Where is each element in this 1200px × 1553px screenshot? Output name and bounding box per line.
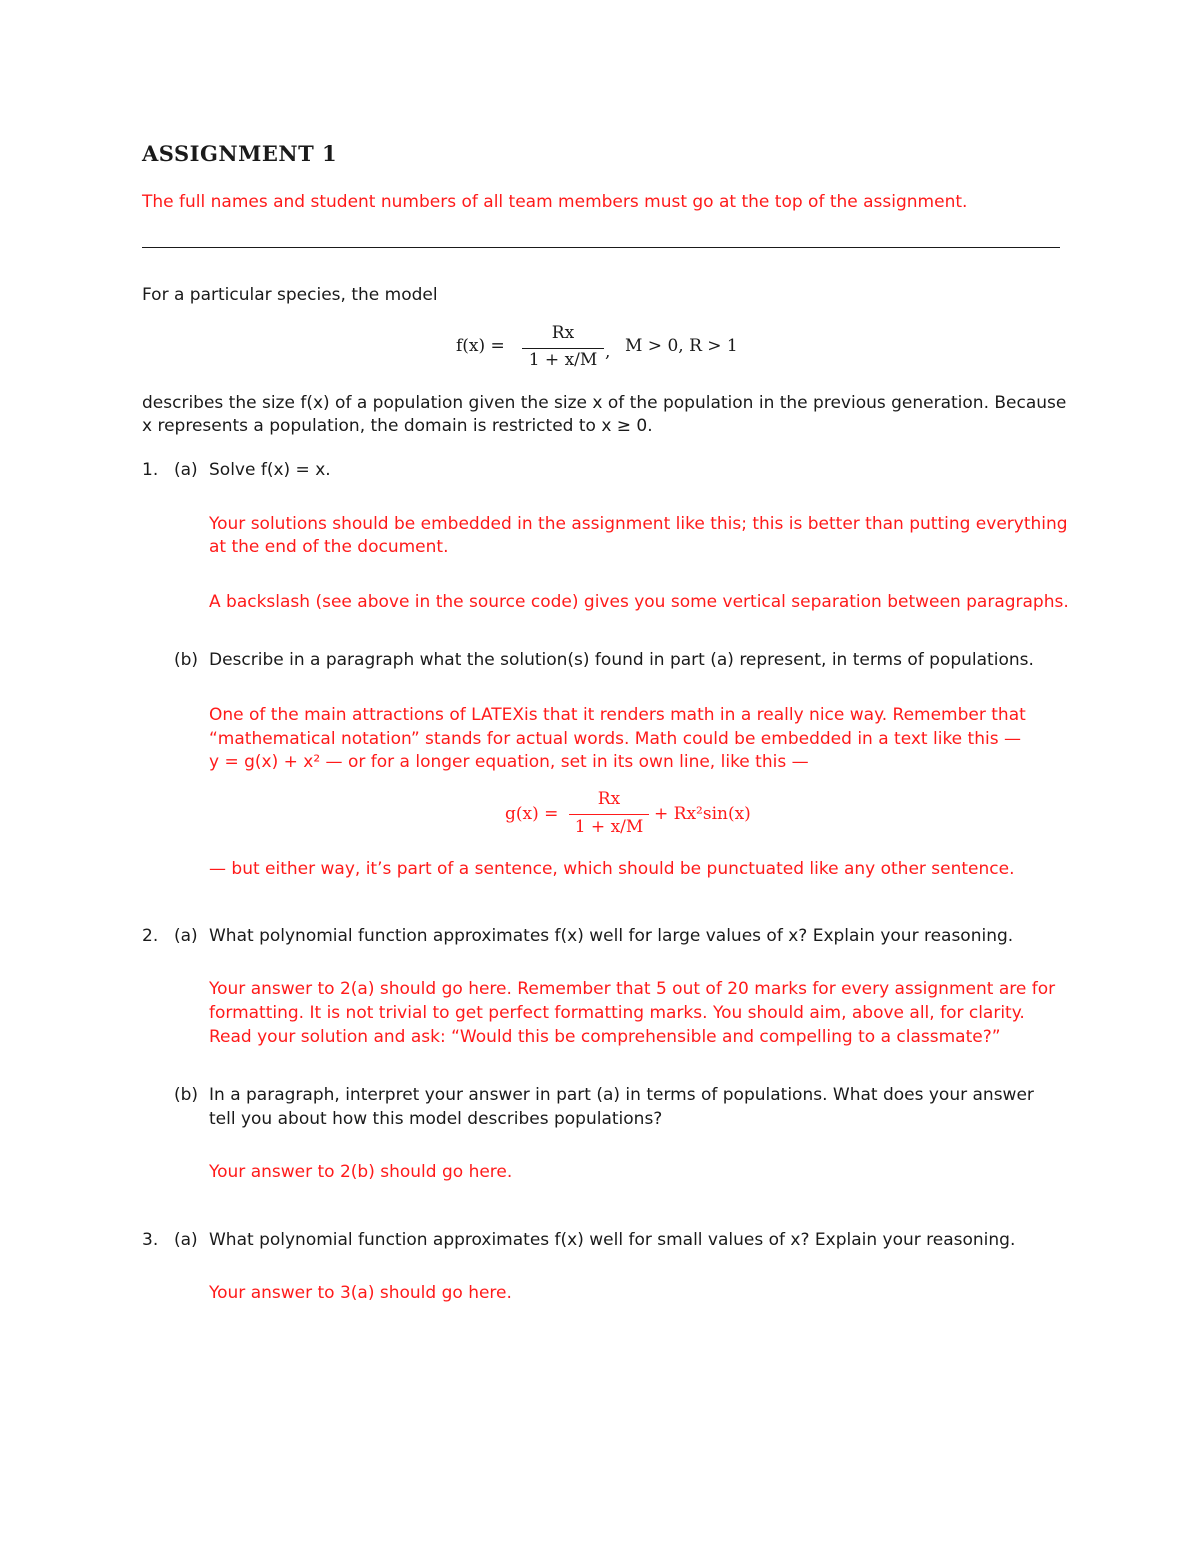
solution-line: Your answer to 3(a) should go here. [209,1283,512,1303]
equation-denominator: 1 + x/M [528,350,598,370]
part-label: (a) [174,926,198,946]
question-text: tell you about how this model describes populations? [209,1109,663,1129]
question-text: Describe in a paragraph what the solution(s) found in part (a) represent, in terms of populations. [209,650,1034,670]
equation-comma: , [605,342,611,362]
part-label: (b) [174,650,199,670]
page-title: ASSIGNMENT 1 [142,141,338,166]
solution-line: A backslash (see above in the source code) gives you some vertical separation between paragraphs. [209,592,1069,612]
equation-numerator: Rx [551,323,575,343]
fraction-bar [569,814,649,815]
solution-line: Your answer to 2(a) should go here. Remember that 5 out of 20 marks for every assignment are for [209,979,1056,999]
solution-line: — but either way, it’s part of a sentence, which should be punctuated like any other sentence. [209,859,1015,879]
equation-lhs: f(x) = [456,336,505,356]
solution-line: y = g(x) + x² — or for a longer equation, set in its own line, like this — [209,752,809,772]
solution-line: One of the main attractions of LATEXis that it renders math in a really nice way. Remember that [209,705,1026,725]
solution-line: at the end of the document. [209,537,449,557]
intro-description-line-1: describes the size f(x) of a population given the size x of the population in the previous generation. Because [142,393,1067,413]
question-text: In a paragraph, interpret your answer in part (a) in terms of populations. What does your answer [209,1085,1034,1105]
question-number: 1. [142,460,159,480]
solution-line: Your solutions should be embedded in the assignment like this; this is better than putting everything [209,514,1068,534]
question-text: Solve f(x) = x. [209,460,331,480]
solution-line: formatting. It is not trivial to get perfect formatting marks. You should aim, above all, for clarity. [209,1003,1025,1023]
equation-lhs: g(x) = [505,804,559,824]
part-label: (a) [174,460,198,480]
question-text: What polynomial function approximates f(x) well for small values of x? Explain your reasoning. [209,1230,1016,1250]
fraction-bar [522,348,604,349]
equation-tail: + Rx²sin(x) [654,804,751,824]
equation-numerator: Rx [597,789,621,809]
intro-lead: For a particular species, the model [142,285,438,305]
question-number: 2. [142,926,159,946]
equation-denominator: 1 + x/M [574,817,644,837]
part-label: (a) [174,1230,198,1250]
part-label: (b) [174,1085,199,1105]
solution-line: “mathematical notation” stands for actual words. Math could be embedded in a text like this — [209,729,1021,749]
solution-line: Read your solution and ask: “Would this be comprehensible and compelling to a classmate?” [209,1027,1001,1047]
equation-conditions: M > 0, R > 1 [625,336,738,356]
solution-line: Your answer to 2(b) should go here. [209,1162,513,1182]
intro-description-line-2: x represents a population, the domain is restricted to x ≥ 0. [142,416,653,436]
team-notice: The full names and student numbers of all team members must go at the top of the assignment. [142,192,968,212]
question-text: What polynomial function approximates f(x) well for large values of x? Explain your reasoning. [209,926,1014,946]
question-number: 3. [142,1230,159,1250]
horizontal-rule [142,247,1060,248]
